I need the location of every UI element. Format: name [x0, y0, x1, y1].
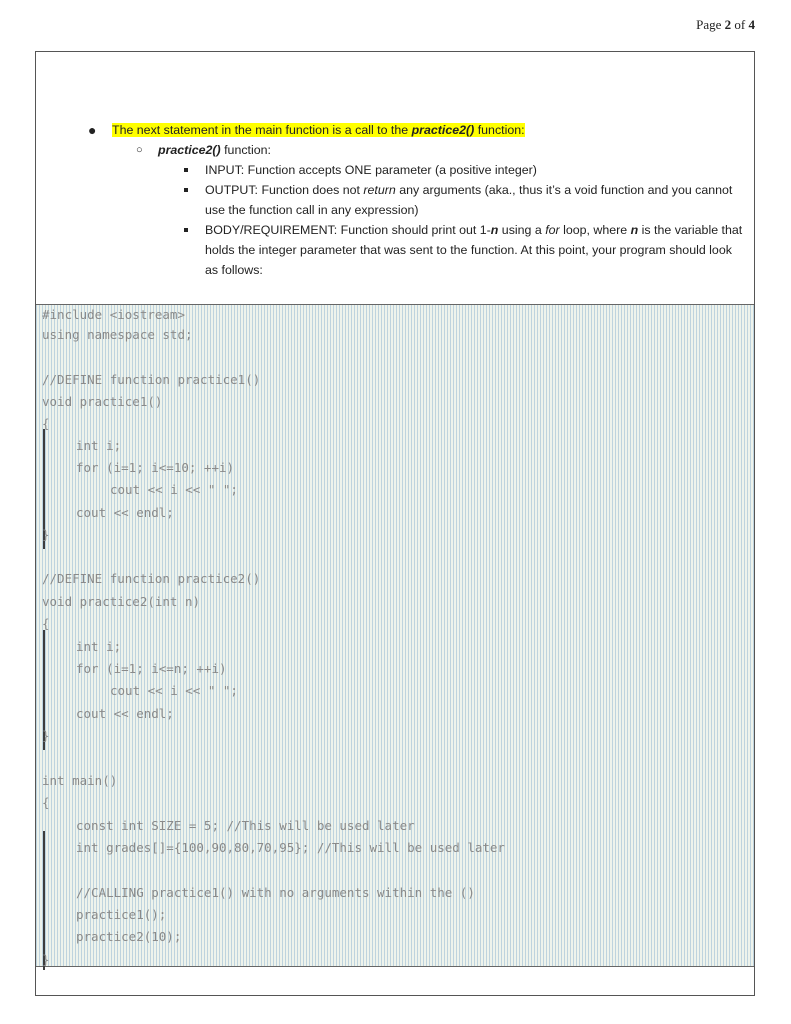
code-line: for (i=1; i<=n; ++i): [76, 661, 227, 676]
item-input: INPUT: Function accepts ONE parameter (a positive integer): [205, 163, 537, 177]
bullet-dot-icon: ●: [88, 122, 97, 138]
code-line: //CALLING practice1() with no arguments within the (): [76, 885, 475, 900]
circle-bullet-icon: ○: [136, 144, 143, 156]
code-line: cout << i << " ";: [110, 683, 238, 698]
code-line: }: [42, 527, 50, 542]
item-body-requirement: BODY/REQUIREMENT: Function should print out 1-n using a for loop, where n is the variable that holds the integer parameter that was sent to the function. At this point, your program should look as follows:: [205, 223, 743, 277]
square-bullet-icon: [184, 168, 188, 172]
code-line: cout << i << " ";: [110, 482, 238, 497]
code-line: int main(): [42, 773, 118, 788]
square-bullet-icon: [184, 228, 188, 232]
code-line: void practice2(int n): [42, 594, 201, 609]
code-line: practice1();: [76, 907, 167, 922]
page-number: Page 2 of 4: [696, 17, 755, 32]
square-bullet-icon: [184, 188, 188, 192]
code-line: cout << endl;: [76, 706, 174, 721]
code-line: //DEFINE function practice1(): [42, 372, 261, 387]
code-line: int grades[]={100,90,80,70,95}; //This will be used later: [76, 840, 505, 855]
code-line: for (i=1; i<=10; ++i): [76, 460, 235, 475]
code-line: {: [42, 416, 50, 431]
instructions-section: [36, 52, 754, 304]
code-line: {: [42, 616, 50, 631]
code-line: }: [42, 952, 50, 967]
code-line: const int SIZE = 5; //This will be used later: [76, 818, 415, 833]
intro-line: The next statement in the main function is a call to the practice2() function:: [112, 123, 525, 137]
code-line: {: [42, 795, 50, 810]
code-line: int i;: [76, 438, 122, 453]
code-line: }: [42, 728, 50, 743]
code-line: using namespace std;: [42, 327, 193, 342]
code-line: void practice1(): [42, 394, 163, 409]
code-line: //DEFINE function practice2(): [42, 571, 261, 586]
sub-heading: practice2() function:: [158, 143, 271, 157]
code-line: int i;: [76, 639, 122, 654]
item-output: OUTPUT: Function does not return any arguments (aka., thus it’s a void function and you cannot use the function call in any expression): [205, 183, 733, 217]
document-frame: [35, 51, 755, 996]
code-line: practice2(10);: [76, 929, 182, 944]
code-line: cout << endl;: [76, 505, 174, 520]
code-listing: [36, 304, 754, 967]
code-line: #include <iostream>: [42, 307, 185, 322]
